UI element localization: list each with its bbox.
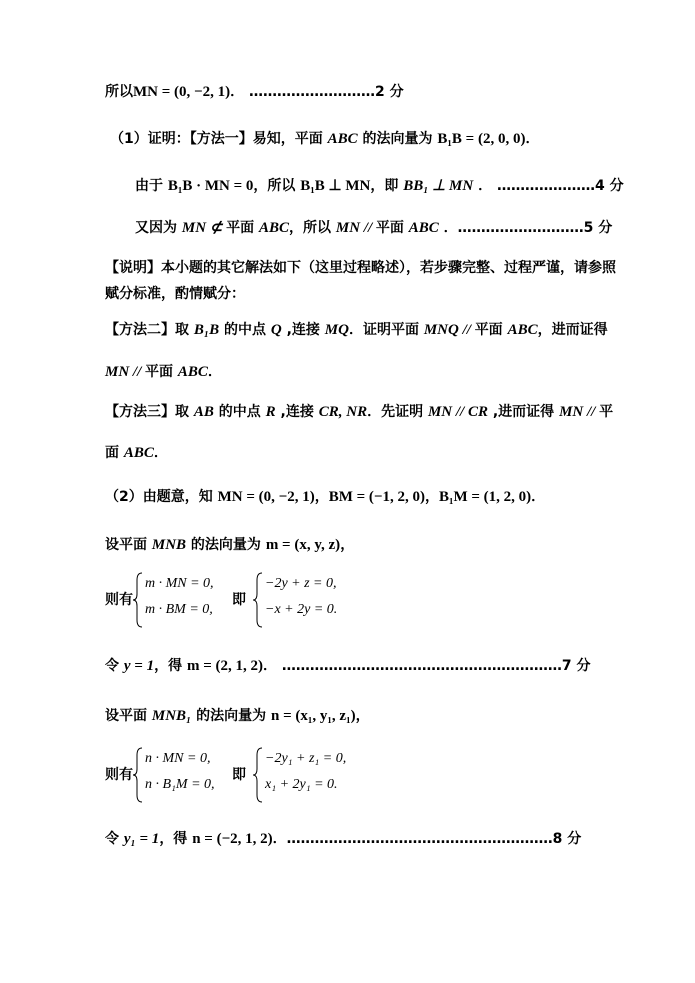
math-expression: y = 1 <box>123 658 155 674</box>
line-parallel <box>135 218 612 238</box>
score-dots: ． ………………………2 分 <box>230 84 404 100</box>
text: 所以 <box>105 84 133 100</box>
text: ．先证明 <box>367 404 428 420</box>
score-dots: ． …………………4 分 <box>473 178 624 194</box>
text: 【方法二】取 <box>105 322 194 338</box>
text: 平 <box>599 404 614 420</box>
line-method-3 <box>105 402 613 422</box>
score-dots: ． ……………………………………………………7 分 <box>263 658 591 674</box>
math-expression: MN // <box>105 364 146 380</box>
text: ． <box>153 445 168 461</box>
text: 的法向量为 <box>191 708 272 724</box>
text: 设平面 <box>105 708 152 724</box>
text: ．证明平面 <box>348 322 424 338</box>
math-expression: AB <box>193 404 214 420</box>
math-expression: ABC <box>259 220 290 236</box>
equation-row: −x + 2y = 0. <box>265 602 338 617</box>
math-expression: y₁ = 1 <box>123 831 160 847</box>
text: 的中点 <box>219 322 271 338</box>
math-expression: m = (x, y, z) <box>265 537 341 553</box>
text: ,连接 <box>281 322 325 338</box>
math-expression: ABC <box>327 131 358 147</box>
text: ,进而证得 <box>487 404 560 420</box>
math-expression: MNB <box>151 537 187 553</box>
math-expression: B₁M = (1, 2, 0) <box>438 489 532 505</box>
math-expression: MNB₁ <box>151 708 192 724</box>
text: （2）由题意，知 <box>105 489 218 505</box>
line-normal-m <box>105 535 354 555</box>
equation-row: n · MN = 0, <box>145 751 211 766</box>
text: 平面 <box>375 220 409 236</box>
text: ． <box>525 131 540 147</box>
math-expression: B₁B = (2, 0, 0) <box>437 131 526 147</box>
line-method-2 <box>105 320 608 340</box>
line-part-2 <box>105 487 545 507</box>
math-expression: MQ <box>324 322 349 338</box>
line-n-result <box>105 829 581 849</box>
text: 令 <box>105 831 124 847</box>
line-normal-n <box>105 706 370 726</box>
text: 则有 <box>105 592 133 608</box>
equation-row: x₁ + 2y₁ = 0. <box>265 777 338 792</box>
math-expression: MN // <box>559 404 600 420</box>
math-expression: ABC <box>177 364 208 380</box>
text: 的法向量为 <box>186 537 266 553</box>
math-expression: n = (−2, 1, 2) <box>192 831 273 847</box>
text: ，进而证得 <box>537 322 608 338</box>
text: ， <box>340 537 355 553</box>
math-expression: MNQ // <box>423 322 475 338</box>
text: 面 <box>105 445 124 461</box>
line-method-2-cont <box>105 362 222 382</box>
brace-icon <box>133 572 143 633</box>
math-expression: n = (x₁, y₁, z₁) <box>271 708 356 724</box>
equation-system-1 <box>105 570 465 630</box>
math-expression: B₁B · MN = 0 <box>167 178 254 194</box>
text: ，即 <box>370 178 404 194</box>
text: ，所以 <box>289 220 336 236</box>
math-expression: MN // CR <box>427 404 488 420</box>
text: 【方法三】取 <box>105 404 194 420</box>
text: ． <box>207 364 222 380</box>
math-expression: MN = (0, −2, 1) <box>133 84 231 100</box>
math-expression: B₁B ⊥ MN <box>300 178 371 194</box>
math-expression: ABC <box>408 220 439 236</box>
math-expression: MN = (0, −2, 1) <box>217 489 315 505</box>
math-expression: CR, NR <box>318 404 368 420</box>
text: ， <box>355 708 370 724</box>
equation-row: m · MN = 0, <box>145 576 214 591</box>
math-expression: BM = (−1, 2, 0) <box>328 489 425 505</box>
text: 平面 <box>474 322 508 338</box>
equation-row: −2y₁ + z₁ = 0, <box>265 751 347 766</box>
math-expression: MN ⊄ <box>181 220 227 236</box>
math-expression: m = (2, 1, 2) <box>186 658 264 674</box>
equation-system-2 <box>105 745 485 805</box>
brace-icon <box>253 572 263 633</box>
text: 平面 <box>145 364 178 380</box>
equation-row: m · BM = 0, <box>145 602 213 617</box>
equation-row: n · B₁M = 0, <box>145 777 215 792</box>
brace-icon <box>133 747 143 808</box>
line-m-result <box>105 656 591 676</box>
line-note-cont: 赋分标准，酌情赋分： <box>105 286 245 302</box>
score-dots: ．………………………5 分 <box>438 220 613 236</box>
text: （1）证明：【方法一】易知，平面 <box>110 131 328 147</box>
text: 即 <box>232 592 246 608</box>
math-expression: BB₁ ⊥ MN <box>403 178 474 194</box>
line-method-3-cont <box>105 443 168 463</box>
text: 由于 <box>135 178 168 194</box>
line-proof-method-1 <box>110 129 539 149</box>
text: 平面 <box>226 220 259 236</box>
text: ，得 <box>154 658 187 674</box>
text: ,连接 <box>275 404 319 420</box>
line-note: 【说明】本小题的其它解法如下（这里过程略述），若步骤完整、过程严谨，请参照 <box>105 260 616 276</box>
text: 即 <box>232 767 246 783</box>
math-expression: R <box>265 404 276 420</box>
math-expression: ABC <box>123 445 154 461</box>
equation-row: −2y + z = 0, <box>265 576 337 591</box>
text: 又因为 <box>135 220 182 236</box>
text: 的中点 <box>213 404 266 420</box>
text: 令 <box>105 658 124 674</box>
brace-icon <box>253 747 263 808</box>
math-expression: MN // <box>335 220 376 236</box>
text: ． <box>531 489 546 505</box>
text: 设平面 <box>105 537 152 553</box>
line-mn-vector <box>105 82 404 102</box>
text: 的法向量为 <box>357 131 438 147</box>
math-expression: Q <box>270 322 282 338</box>
math-expression: B₁B <box>193 322 220 338</box>
line-perpendicular <box>135 176 624 196</box>
text: 则有 <box>105 767 133 783</box>
text: ，所以 <box>253 178 301 194</box>
score-dots: ．…………………………………………………8 分 <box>272 831 582 847</box>
text: ， <box>424 489 439 505</box>
math-expression: ABC <box>507 322 538 338</box>
text: ， <box>314 489 329 505</box>
text: ，得 <box>159 831 193 847</box>
